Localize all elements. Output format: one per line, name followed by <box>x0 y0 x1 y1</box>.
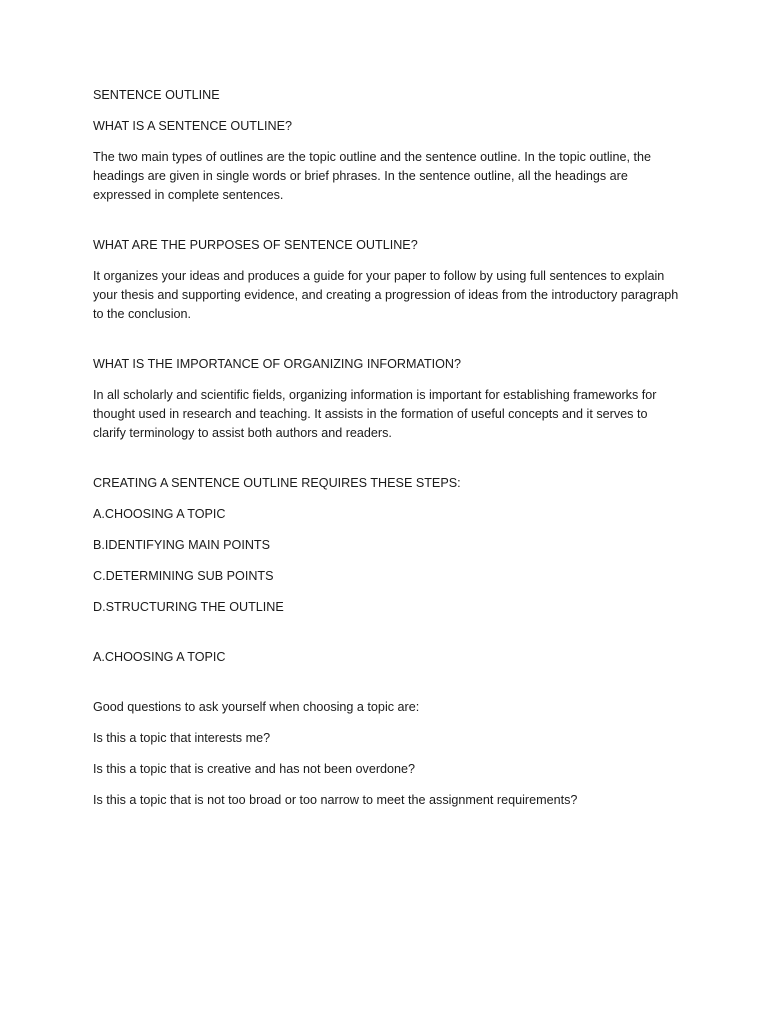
question-heading-2: WHAT ARE THE PURPOSES OF SENTENCE OUTLINE? <box>93 238 418 252</box>
question-item: Is this a topic that is not too broad or too narrow to meet the assignment requirements? <box>93 793 578 807</box>
question-item: Is this a topic that interests me? <box>93 731 271 745</box>
step-item: A.CHOOSING A TOPIC <box>93 507 226 521</box>
questions-intro: Good questions to ask yourself when choosing a topic are: <box>93 700 420 714</box>
step-item: D.STRUCTURING THE OUTLINE <box>93 600 284 614</box>
steps-heading: CREATING A SENTENCE OUTLINE REQUIRES THESE STEPS: <box>93 476 461 490</box>
step-item: B.IDENTIFYING MAIN POINTS <box>93 538 271 552</box>
step-item: C.DETERMINING SUB POINTS <box>93 569 274 583</box>
question-heading-1: WHAT IS A SENTENCE OUTLINE? <box>93 119 292 133</box>
answer-paragraph-2: It organizes your ideas and produces a guide for your paper to follow by using full sentences to explain your thesis and supporting evidence, and creating a progression of ideas from the introductory paragraph to the conclusion. <box>93 269 679 321</box>
document-body <box>93 86 683 822</box>
answer-paragraph-3: In all scholarly and scientific fields, organizing information is important for establishing frameworks for thought used in research and teaching. It assists in the formation of useful concepts and it serves to clarify terminology to assist both authors and readers. <box>93 388 657 440</box>
answer-paragraph-1: The two main types of outlines are the topic outline and the sentence outline. In the topic outline, the headings are given in single words or brief phrases. In the sentence outline, all the headings are expressed in complete sentences. <box>93 150 651 202</box>
question-item: Is this a topic that is creative and has not been overdone? <box>93 762 416 776</box>
question-heading-3: WHAT IS THE IMPORTANCE OF ORGANIZING INFORMATION? <box>93 357 462 371</box>
document-title: SENTENCE OUTLINE <box>93 88 220 102</box>
section-a-heading: A.CHOOSING A TOPIC <box>93 650 226 664</box>
